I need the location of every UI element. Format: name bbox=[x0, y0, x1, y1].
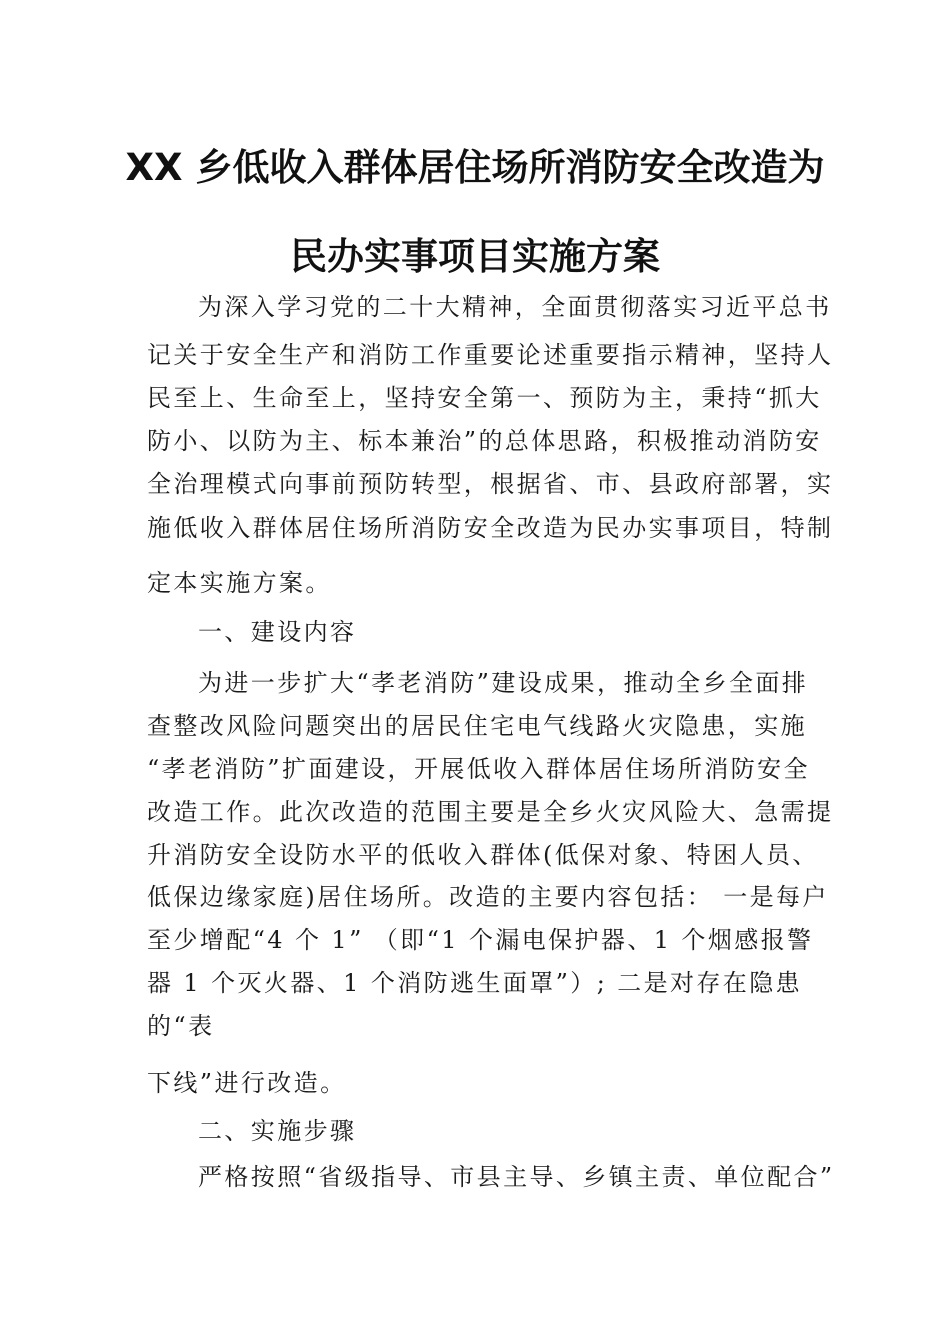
body-line: 改造工作。此次改造的范围主要是全乡火灾风险大、急需提 bbox=[147, 798, 834, 826]
body-line: 防小、以防为主、标本兼治”的总体思路，积极推动消防安 bbox=[147, 427, 822, 455]
body-line: 低保边缘家庭)居住场所。改造的主要内容包括： 一是每户 bbox=[147, 883, 829, 911]
body-line: 施低收入群体居住场所消防安全改造为民办实事项目，特制 bbox=[147, 514, 834, 542]
section-heading: 一、建设内容 bbox=[198, 618, 357, 646]
body-line: “孝老消防”扩面建设，开展低收入群体居住场所消防安全 bbox=[147, 755, 810, 783]
body-line: 的“表 bbox=[147, 1012, 215, 1040]
body-line: 至少增配“4 个 1” （即“1 个漏电保护器、1 个烟感报警 bbox=[147, 926, 814, 954]
body-line: 升消防安全设防水平的低收入群体(低保对象、特困人员、 bbox=[147, 841, 819, 869]
body-line: 下线”进行改造。 bbox=[147, 1069, 347, 1097]
document-title-line-1: XX 乡低收入群体居住场所消防安全改造为 bbox=[125, 146, 825, 189]
body-line: 为深入学习党的二十大精神，全面贯彻落实习近平总书 bbox=[198, 293, 832, 321]
body-line: 查整改风险问题突出的居民住宅电气线路火灾隐患，实施 bbox=[147, 712, 807, 740]
document-title-line-2: 民办实事项目实施方案 bbox=[290, 235, 660, 278]
body-line: 民至上、生命至上，坚持安全第一、预防为主，秉持“抓大 bbox=[147, 384, 822, 412]
body-line: 为进一步扩大“孝老消防”建设成果，推动全乡全面排 bbox=[198, 669, 809, 697]
body-line: 全治理模式向事前预防转型，根据省、市、县政府部署，实 bbox=[147, 470, 834, 498]
body-line: 记关于安全生产和消防工作重要论述重要指示精神，坚持人 bbox=[147, 341, 834, 369]
section-heading: 二、实施步骤 bbox=[198, 1117, 357, 1145]
body-line: 严格按照“省级指导、市县主导、乡镇主责、单位配合” bbox=[198, 1163, 835, 1191]
body-line: 定本实施方案。 bbox=[147, 569, 332, 597]
body-line: 器 1 个灭火器、1 个消防逃生面罩”）; 二是对存在隐患 bbox=[147, 969, 803, 997]
